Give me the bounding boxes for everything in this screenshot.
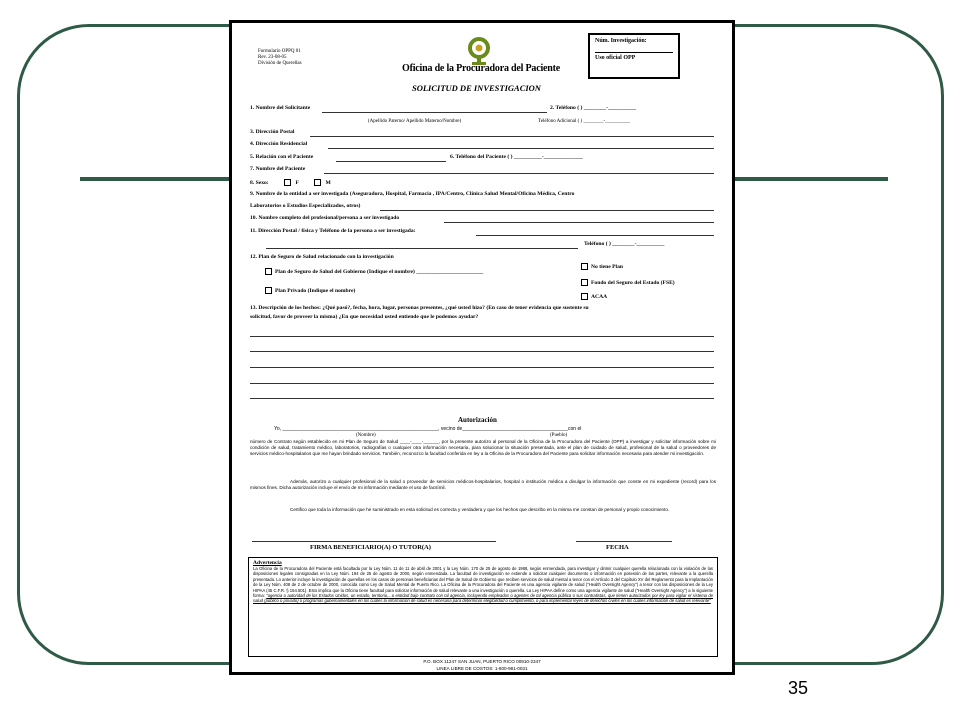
form-meta-line: División de Querellas — [258, 61, 302, 66]
warning-body: La Oficina de la Procuradora del Paciente está facultada por la Ley Núm. 11 de 11 de abril de 2001 y la Ley Núm. 170 de 25 de agosto de 1988, según enmendada, para investigar y dirimir cualquier querella relacionada con la violación de las disposiciones legales consignadas en la Ley Núm. 194 de 25 de agosto de 2000, según enmendada. La facultad de investigación se extiende a solicitar cualquier documento o información en posesión de las partes, relevante a la querella presentada. Lo anterior incluye la investigación de querellas en los casos de personas beneficiarias del Plan de Salud de Gobierno que reciben servicios de salud mental a tenor con el Artículo 3 del Capítulo XV del Reglamento para la Implantación de la Ley Núm. 408 de 2 de octubre de 2000, conocida como Ley de Salud Mental de Puerto Rico. La Oficina de la Procuradora del Paciente es una agencia vigilante de salud ("Health Oversight Agency") a tenor con las disposiciones de la Ley HIPAA (45 C.F.R. § 164.501). Esto implica que la Oficina tiene facultad para solicitar información de salud relevante a una investigación o querella. La Ley HIPAA define como una agencia vigilante de salud ("Health Oversight Agency") a lo siguiente forma: — [253, 566, 713, 599]
field-line — [336, 161, 446, 162]
slide-number: 35 — [788, 678, 809, 698]
field-subcaption: (Apellido Paterno/ Apellido Materno/Nombre) — [368, 119, 462, 124]
field-residential-address: 4. Dirección Residencial — [250, 141, 308, 147]
no-plan-label: No tiene Plan — [591, 263, 624, 270]
box-line — [595, 52, 673, 53]
field-subcaption: Teléfono Adicional ( ) ________-__________ — [538, 119, 631, 124]
right-divider-line — [735, 177, 888, 181]
scanned-form-document — [229, 20, 735, 675]
description-line — [250, 336, 714, 337]
field-entity: 9. Nombre de la entidad a ser investigada (Aseguradora, Hospital, Farmacia , IPA/Centro, Clínica Salud Mental/Oficina Médica, Centro — [250, 191, 575, 197]
field-description: 13. Descripción de los hechos: ¿Qué pasó?, fecha, hora, lugar, personas presentes, ¿qué usted hizo? (En caso de tener evidencia que sustente su — [250, 305, 589, 311]
authorization-paragraph-3: Certifico que toda la información que he suministrado en esta solicitud es correcta y verdadera y que los hechos que describo en la misma me constan de personal y propio conocimiento. — [290, 507, 670, 512]
sex-m-label: M — [325, 179, 331, 186]
form-title: SOLICITUD DE INVESTIGACION — [412, 83, 541, 93]
option-no-plan — [578, 263, 623, 270]
field-postal-address: 3. Dirección Postal — [250, 129, 295, 135]
field-sex-label: 8. Sexo: — [250, 179, 269, 186]
field-line — [328, 148, 714, 149]
date-label: FECHA — [606, 544, 629, 551]
field-line — [324, 173, 714, 174]
description-line — [250, 398, 714, 399]
field-line — [476, 235, 714, 236]
government-plan-checkbox[interactable] — [265, 268, 272, 275]
field-applicant-name: 1. Nombre del Solicitante — [250, 105, 311, 111]
acaa-checkbox[interactable] — [581, 293, 588, 300]
no-plan-checkbox[interactable] — [581, 263, 588, 270]
field-line — [310, 136, 714, 137]
acaa-label: ACAA — [591, 293, 608, 300]
field-patient-name: 7. Nombre del Paciente — [250, 166, 306, 172]
field-line — [266, 248, 578, 249]
field-line — [322, 112, 547, 113]
authorization-title: Autorización — [458, 416, 497, 424]
signature-label: FIRMA BENEFICIARIO(A) O TUTOR(A) — [310, 544, 431, 551]
mailing-address: P.O. BOX 11247 SAN JUAN, PUERTO RICO 00910-2347 — [423, 659, 541, 664]
field-health-plan: 12. Plan de Seguro de Salud relacionado con la investigación — [250, 254, 394, 260]
form-meta-line: Formulario OPPQ 01 — [258, 49, 301, 54]
field-description-cont: solicitud, favor de proveer la misma) ¿En que necesidad usted entiende que le podemos ayudar? — [250, 314, 479, 320]
description-line — [250, 367, 714, 368]
field-line — [444, 222, 714, 223]
government-plan-label: Plan de Seguro de Salud del Gobierno (Indique el nombre) ________________________ — [275, 268, 484, 275]
option-acaa — [578, 293, 607, 300]
private-plan-checkbox[interactable] — [265, 287, 272, 294]
office-name: Oficina de la Procuradora del Paciente — [402, 63, 561, 74]
option-fse — [578, 279, 675, 286]
authorization-paragraph-1: número de Contrato según establecido en mi Plan de Seguro de Salud ____-____-______, por la presente autorizo al personal de la Oficina de la Procuradora del Paciente (OPP) a investigar y solicitar información sobre mi condición de salud, tratamiento médico, laboratorios, radiografías o cualquier otra información necesaria, para solucionar la situación presentada, ante el plan de cuidado de salud, profesional de la salud o proveedores de servicios médico-hospitalarios que me hayan brindado servicios. También, reconozco la facultad conferida en ley a la Oficina de la Procuradora del Paciente para solicitar información necesaria para atender mi investigación. — [250, 439, 716, 457]
field-entity-cont: Laboratorios o Estudios Especializados, otros) — [250, 203, 361, 209]
sex-f-checkbox[interactable] — [284, 179, 291, 186]
fse-checkbox[interactable] — [581, 279, 588, 286]
description-line — [250, 383, 714, 384]
authorization-town-caption: (Pueblo) — [550, 433, 568, 438]
fse-label: Fondo del Seguro del Estado (FSE) — [591, 279, 675, 286]
description-line — [250, 351, 714, 352]
private-plan-label: Plan Privado (Indique el nombre) — [275, 287, 356, 294]
field-patient-phone: 6. Teléfono del Paciente ( ) __________-______________ — [450, 154, 583, 160]
field-phone: 2. Teléfono ( ) ________-__________ — [550, 105, 636, 111]
option-private-plan — [262, 287, 355, 294]
toll-free-line: LINEA LIBRE DE COSTOS: 1-800-981-0031 — [436, 666, 528, 671]
field-patient-relation: 5. Relación con el Paciente — [250, 154, 314, 160]
warning-text — [253, 566, 713, 604]
field-line — [380, 210, 714, 211]
field-professional: 10. Nombre completo del profesional/persona a ser investigado — [250, 215, 400, 221]
warning-title: Advertencia — [253, 560, 282, 566]
form-meta — [258, 49, 302, 67]
date-line — [576, 541, 672, 542]
field-investigated-phone: Teléfono ( ) ________-__________ — [584, 241, 665, 247]
form-meta-line: Rev. 23-08-05 — [258, 55, 287, 60]
field-sex — [250, 179, 331, 186]
authorization-paragraph-2: Además, autorizo a cualquier profesional de la salud o proveedor de servicios médicos-hospitalarios, hospital o institución médica a divulgar la información que conste en mi expediente (record) para los mismos fines. Dicha autorización incluye el envío de mi información mediante el uso de facsímil. — [250, 479, 716, 491]
sex-m-checkbox[interactable] — [314, 179, 321, 186]
signature-line — [252, 541, 496, 542]
warning-box — [248, 557, 718, 657]
sex-f-label: F — [295, 179, 299, 186]
authorization-line: Yo, ________________________________________________________, vecino de______________________________________con el — [274, 426, 582, 432]
official-use-label: Uso oficial OPP — [595, 55, 636, 61]
option-government-plan — [262, 268, 483, 275]
investigation-number-box — [588, 33, 680, 79]
authorization-name-caption: (Nombre) — [356, 433, 376, 438]
warning-definition: "agencia o autoridad de los Estados Unidos, un estado, territorio,...o entidad bajo contrato con tal agencia, incluyendo empleados o agentes de tal agencia pública o sus contratistas, que tienen autorizados por ley para vigilar el sistema de salud (público o privado) o programas gubernamentales en los cuales la información de salud es necesaria para determinar elegibilidad o cumplimiento, o para implementar leyes de derechos civiles en los cuales información de salud es relevante" — [253, 593, 713, 604]
field-investigated-address: 11. Dirección Postal / física y Teléfono de la persona a ser investigada: — [250, 228, 416, 234]
investigation-number-label: Núm. Investigación: — [595, 38, 647, 44]
left-divider-line — [80, 177, 230, 181]
